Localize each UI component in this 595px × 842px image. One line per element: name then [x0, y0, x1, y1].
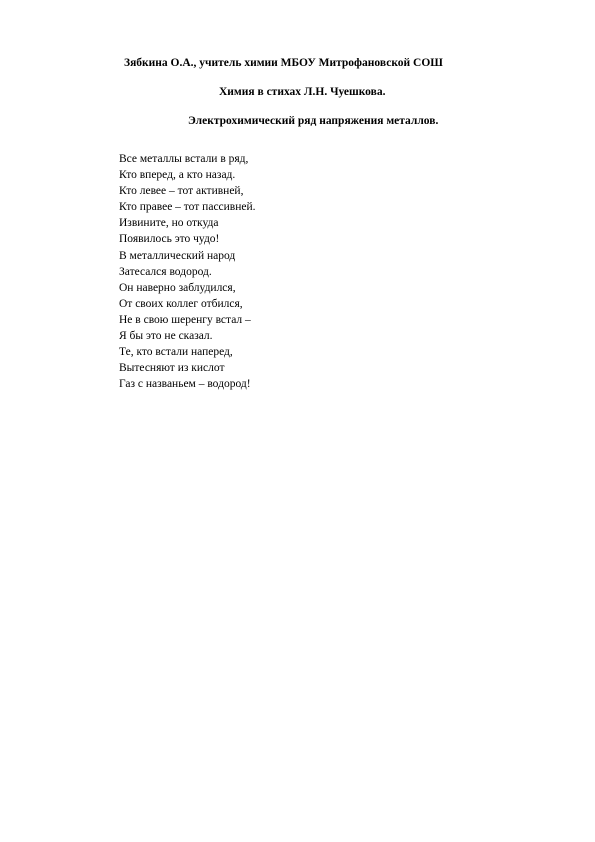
poem-line: Те, кто встали наперед, [119, 346, 233, 359]
poem-line: Все металлы встали в ряд, [119, 153, 249, 165]
poem-line: Я бы это не сказал. [119, 330, 213, 343]
author-line: Зябкина О.А., учитель химии МБОУ Митрофановской СОШ [124, 57, 443, 69]
poem-line: Вытесняют из кислот [119, 362, 225, 375]
poem-line: От своих коллег отбился, [119, 297, 243, 310]
poem-title: Электрохимический ряд напряжения металлов. [188, 115, 439, 127]
poem-line: Кто левее – тот активней, [119, 185, 244, 198]
poem-line: В металлический народ [119, 249, 236, 262]
poem-line: Кто правее – тот пассивней. [119, 201, 256, 214]
poem-line: Он наверно заблудился, [119, 281, 236, 294]
poem-line: Не в свою шеренгу встал – [119, 313, 251, 326]
poem-line: Извините, но откуда [119, 217, 219, 230]
poem-line: Затесался водород. [119, 265, 212, 278]
poem-line: Появилось это чудо! [119, 233, 220, 246]
poem-line: Газ с названьем – водород! [119, 378, 251, 391]
poem-line: Кто вперед, а кто назад. [119, 169, 236, 182]
source-line: Химия в стихах Л.Н. Чуешкова. [219, 86, 386, 98]
poem-text [119, 151, 256, 392]
